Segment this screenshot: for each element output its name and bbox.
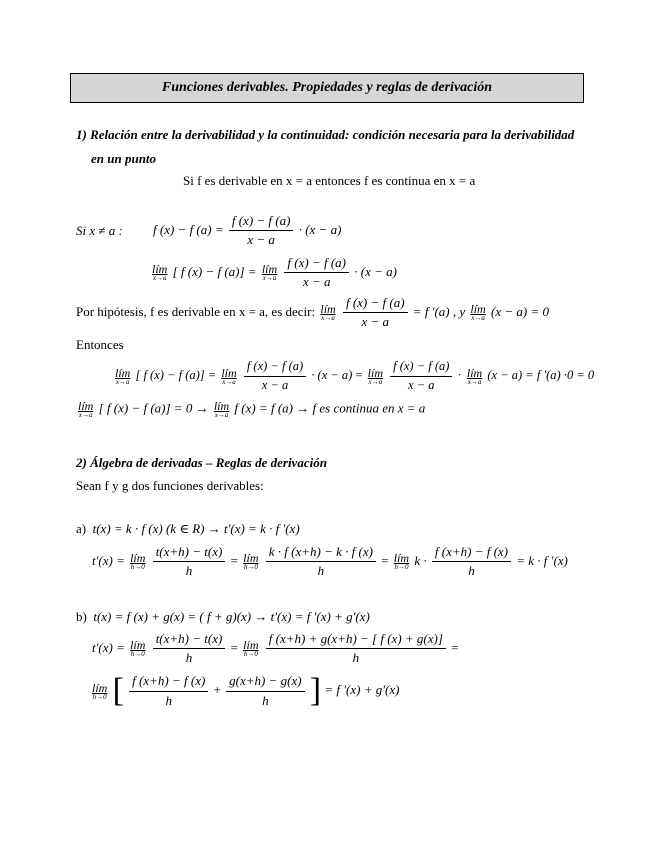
section2-heading: 2) Álgebra de derivadas – Reglas de derivación bbox=[76, 455, 327, 470]
left-bracket: [ bbox=[112, 672, 124, 709]
limit-operator: lím h→0 bbox=[130, 638, 146, 659]
equation-2: lím x→a [ f (x) − f (a)] = lím x→a $\frac{f (x) - f (a)}{x - a}$ · (x − a) bbox=[152, 255, 397, 290]
equation-3: lím x→a [ f (x) − f (a)] = lím x→a $\frac{f (x) - f (a)}{x - a}$ · (x − a) = lím x→a $\frac{f (x) - f (a)}{x - a}$ · lím x→a (x − a) = f '(a) ·0 = 0 bbox=[115, 359, 595, 392]
rule-a-statement: a) t(x) = k · f (x) (k ∈ R) → t'(x) = k · f '(x) bbox=[76, 521, 300, 536]
entonces-label: Entonces bbox=[76, 337, 124, 352]
rule-a-proof: t'(x) = lím h→0 $\frac{t(x+h) - t(x)}{h}$ = lím h→0 $\frac{k \cdot f (x+h) - k \cdot f (x)}{h}$ = lím h→0 k · $\frac{f (x+h) - f (x)}{h}$ = k · f '(x) bbox=[92, 544, 568, 579]
limit-operator: lím h→0 bbox=[92, 680, 108, 701]
limit-operator: lím x→a bbox=[152, 262, 168, 283]
fraction-difference-quotient: $\frac{f (x) - f (a)}{x - a}$ bbox=[284, 256, 349, 290]
fraction-difference-quotient: $\frac{f (x) - f (a)}{x - a}$ bbox=[343, 296, 408, 330]
limit-operator: lím x→a bbox=[213, 399, 230, 419]
section1-heading-line2: en un punto bbox=[91, 151, 157, 166]
rule-b-proof-line2: lím h→0 [ $\frac{f (x+h) - f (x)}{h}$ + $\frac{g(x+h) - g(x)}{h}$ ] = f '(x) + g'(x) bbox=[92, 672, 400, 709]
limit-operator: lím h→0 bbox=[130, 551, 146, 572]
fraction-sum-quotient: $\frac{f (x+h) + g(x+h) - [ f (x) + g(x)]}{h}$ bbox=[266, 632, 446, 666]
fraction-difference-quotient: $\frac{f (x) - f (a)}{x - a}$ bbox=[244, 360, 306, 393]
limit-operator: lím x→a bbox=[78, 399, 94, 419]
hypothesis-line: Por hipótesis, f es derivable en x = a, es decir: lím x→a $\frac{f (x) - f (a)}{x - a}$ = f '(a) , y lím x→a (x − a) = 0 bbox=[76, 295, 549, 330]
fraction-difference-quotient: $\frac{f (x) - f (a)}{x - a}$ bbox=[229, 214, 294, 248]
fraction-g-quotient: $\frac{g(x+h) - g(x)}{h}$ bbox=[226, 674, 304, 708]
rule-b-proof-line1: t'(x) = lím h→0 $\frac{t(x+h) - t(x)}{h}$ = lím h→0 $\frac{f (x+h) + g(x+h) - [ f (x) + g(x)]}{h}$ = bbox=[92, 631, 459, 666]
limit-operator: lím h→0 bbox=[243, 638, 259, 659]
limit-operator: lím x→a bbox=[367, 365, 383, 386]
page-title: Funciones derivables. Propiedades y reglas de derivación bbox=[70, 73, 584, 103]
fraction-f-quotient: $\frac{f (x+h) - f (x)}{h}$ bbox=[432, 545, 511, 579]
section2-intro: Sean f y g dos funciones derivables: bbox=[76, 478, 264, 493]
section1-heading-line1: 1) Relación entre la derivabilidad y la continuidad: condición necesaria para la derivabilidad bbox=[76, 127, 575, 142]
theorem-statement: Si f es derivable en x = a entonces f es continua en x = a bbox=[183, 173, 476, 188]
rule-b-statement: b) t(x) = f (x) + g(x) = ( f + g)(x) → t'(x) = f '(x) + g'(x) bbox=[76, 609, 370, 624]
limit-operator: lím x→a bbox=[320, 302, 336, 323]
equation-1: f (x) − f (a) = $\frac{f (x) - f (a)}{x - a}$ · (x − a) bbox=[153, 213, 342, 248]
si-label: Si x ≠ a : bbox=[76, 223, 123, 238]
limit-operator: lím x→a bbox=[470, 302, 486, 323]
limit-operator: lím h→0 bbox=[393, 551, 410, 572]
fraction-kf-quotient: $\frac{k \cdot f (x+h) - k \cdot f (x)}{h}$ bbox=[266, 545, 376, 579]
fraction-t-quotient: $\frac{t(x+h) - t(x)}{h}$ bbox=[153, 545, 226, 579]
fraction-difference-quotient: $\frac{f (x) - f (a)}{x - a}$ bbox=[390, 360, 452, 393]
limit-operator: lím h→0 bbox=[243, 551, 259, 572]
fraction-f-quotient: $\frac{f (x+h) - f (x)}{h}$ bbox=[129, 674, 208, 708]
limit-operator: lím x→a bbox=[261, 262, 278, 283]
limit-operator: lím x→a bbox=[466, 365, 483, 386]
right-bracket: ] bbox=[309, 672, 322, 709]
limit-operator: lím x→a bbox=[115, 365, 131, 386]
limit-operator: lím x→a bbox=[221, 365, 237, 386]
fraction-t-quotient: $\frac{t(x+h) - t(x)}{h}$ bbox=[153, 632, 226, 666]
equation-4-conclusion: lím x→a [ f (x) − f (a)] = 0 → lím x→a f (x) = f (a) → f es continua en x = a bbox=[78, 399, 426, 419]
